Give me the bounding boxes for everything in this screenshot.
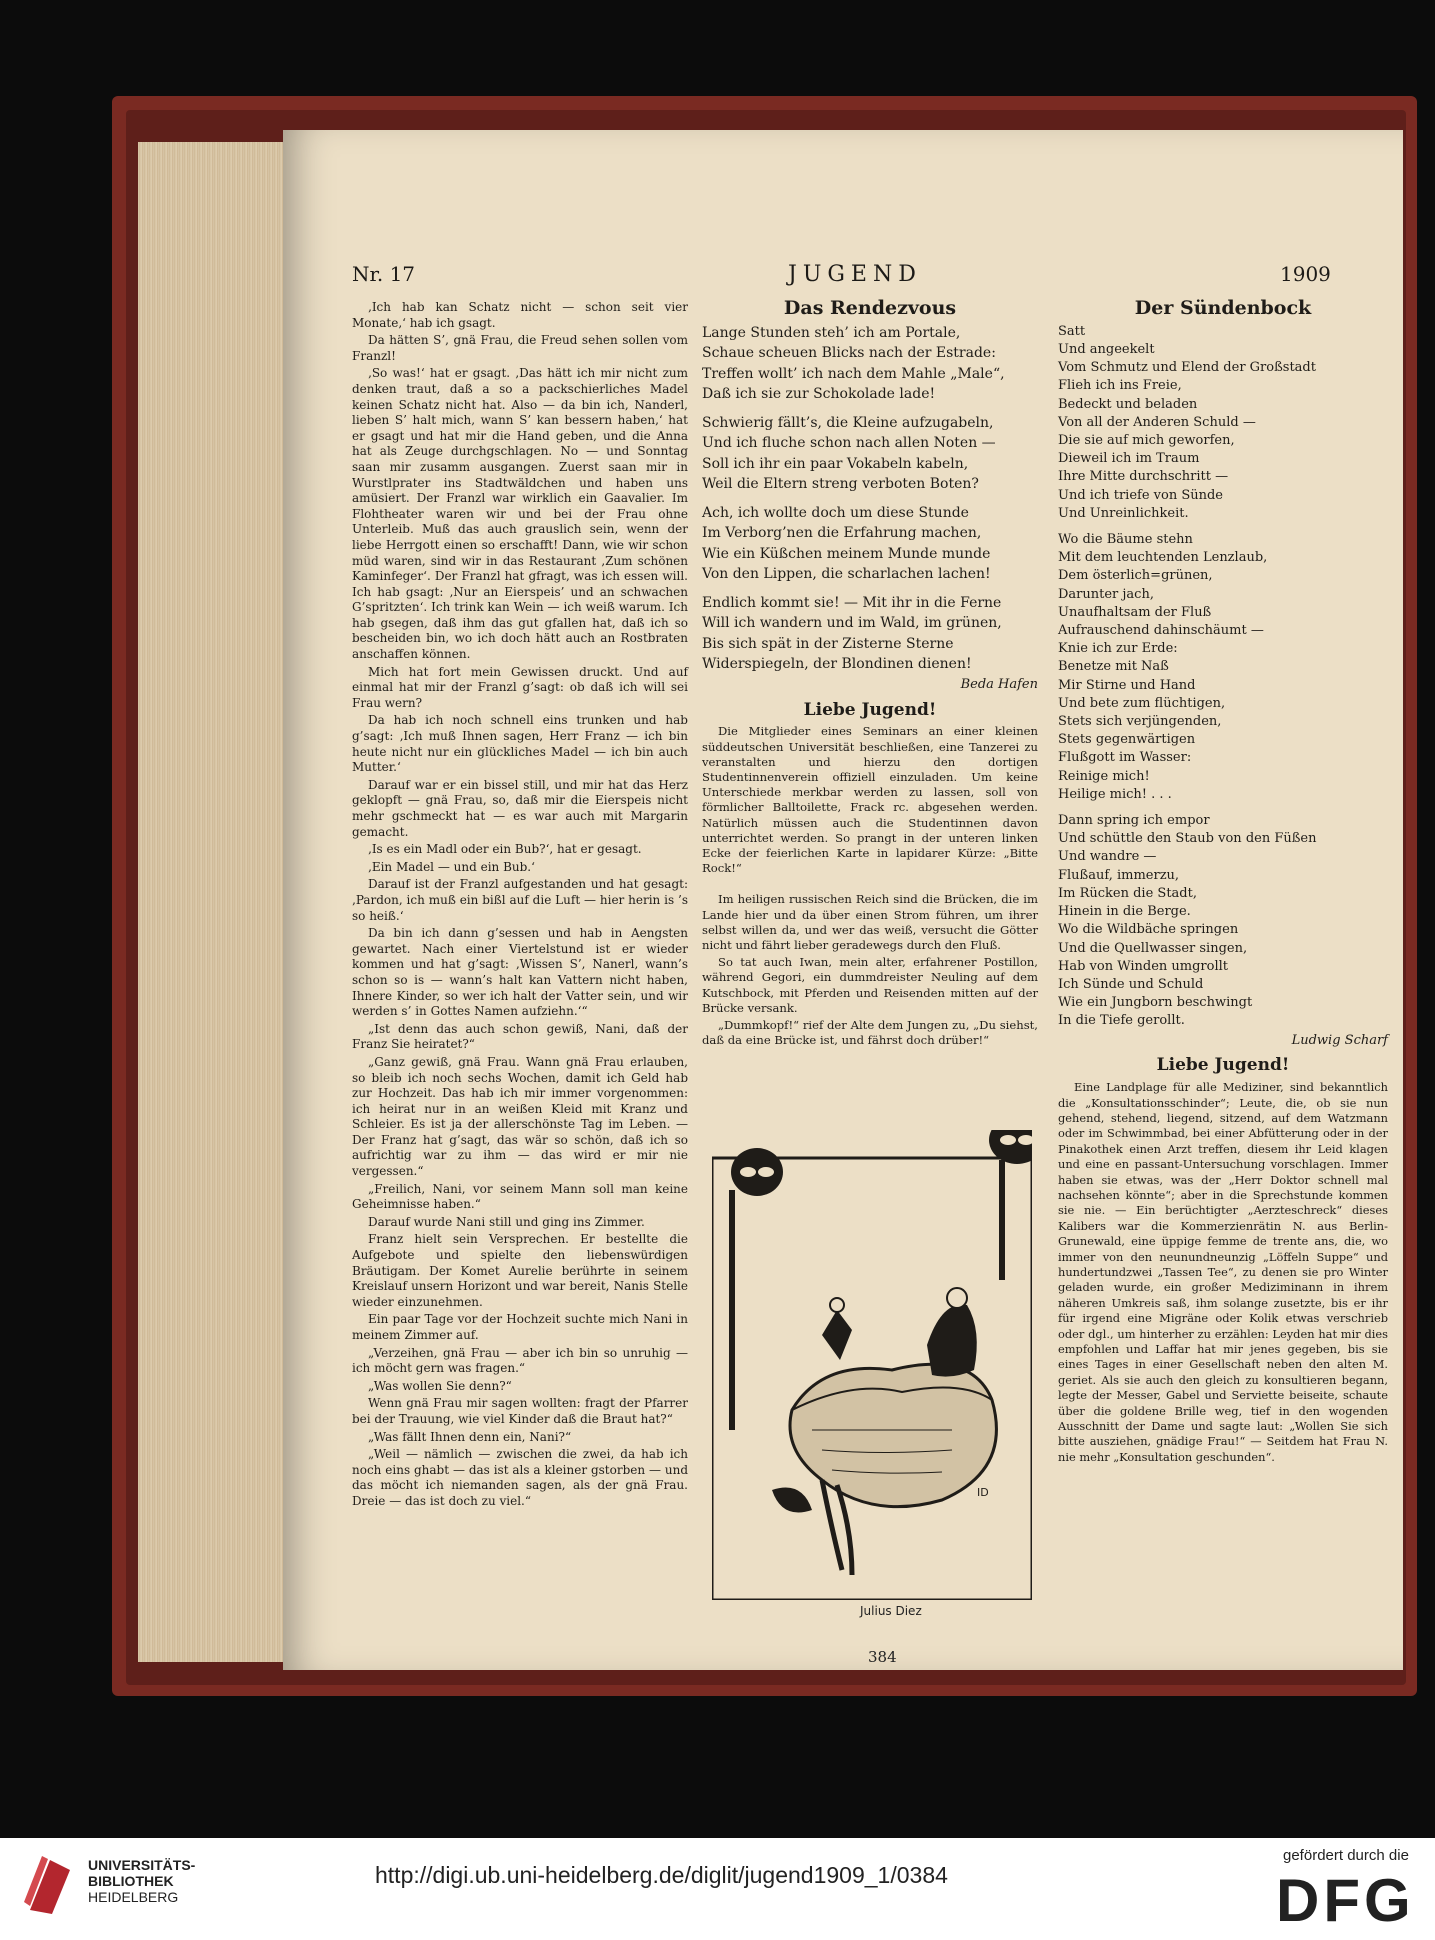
suendenbock-block [1058, 297, 1388, 1467]
poem-line: Weil die Eltern streng verboten Boten? [702, 476, 979, 493]
magazine-title: JUGEND [788, 262, 922, 287]
poem-line: Schwierig fällt’s, die Kleine aufzugabeln, [702, 414, 994, 431]
paragraph: Ein paar Tage vor der Hochzeit suchte mich Nani in meinem Zimmer auf. [352, 1312, 688, 1342]
funding-label: gefördert durch die [1283, 1847, 1409, 1864]
poem-suendenbock [1058, 323, 1388, 1031]
paragraph: Mich hat fort mein Gewissen druckt. Und auf einmal hat mir der Franzl g’sagt: ob daß ich will sei Frau wern? [352, 664, 688, 710]
poem-line: Endlich kommt sie! — Mit ihr in die Ferne [702, 594, 1002, 611]
paragraph: ‚Is es ein Madl oder ein Bub?‘, hat er gesagt. [368, 842, 642, 857]
poem-line: Flieh ich ins Freie, [1058, 378, 1182, 394]
poem-line: Und schüttle den Staub von den Füßen [1058, 831, 1317, 847]
poem-line: Schaue scheuen Blicks nach der Estrade: [702, 345, 996, 362]
stanza-break [702, 585, 1038, 593]
story-column [352, 300, 688, 1512]
poem-line: Ihre Mitte durchschritt — [1058, 469, 1229, 485]
poem-line: Unaufhaltsam der Fluß [1058, 604, 1212, 620]
poem-line: Von all der Anderen Schuld — [1058, 414, 1256, 430]
paragraph: Wenn gnä Frau mir sagen wollten: fragt der Pfarrer bei der Trauung, wie viel Kinder daß die Braut hat?“ [352, 1396, 688, 1426]
paragraph: ‚Ich hab kan Schatz nicht — schon seit vier Monate,‘ hab ich gsagt. [352, 300, 688, 330]
paragraph: Franz hielt sein Versprechen. Er bestellte die Aufgebote und spielte den liebenswürdigen Bräutigam. Der Komet Aurelie berührte in seinem Kreislauf unsern Horizont und war bereit, Nanis Stelle wieder einzunehmen. [352, 1232, 688, 1309]
poem-line: Knie ich zur Erde: [1058, 641, 1178, 657]
poem-line: Aufrauschend dahinschäumt — [1058, 623, 1264, 639]
stanza-break [1058, 804, 1388, 812]
paragraph: „Ist denn das auch schon gewiß, Nani, daß der Franz Sie heiratet?“ [352, 1021, 688, 1052]
paragraph: ‚Ein Madel — und ein Bub.‘ [368, 859, 535, 874]
poem-line: Mit dem leuchtenden Lenzlaub, [1058, 550, 1268, 566]
liebe-jugend-title-1: Liebe Jugend! [803, 699, 937, 720]
poem-line: Wie ein Jungborn beschwingt [1058, 995, 1253, 1011]
stanza-break [1058, 523, 1388, 531]
poem-title-rendezvous: Das Rendezvous [783, 297, 957, 319]
poem-line: Wo die Wildbäche springen [1058, 922, 1239, 938]
poem-line: Von den Lippen, die scharlachen lachen! [702, 566, 991, 583]
stanza-break [702, 405, 1038, 413]
paragraph: So tat auch Iwan, mein alter, erfahrener Postillon, während Gegori, ein dummdreister Neuling auf dem Kutschbock, mit Pferden und Reisenden mitten auf der Brücke versank. [702, 955, 1038, 1015]
dfg-logo: DFG [1276, 1867, 1415, 1934]
poem-line: Und angeekelt [1058, 342, 1155, 357]
paragraph: Da hätten S’, gnä Frau, die Freud sehen sollen vom Franzl! [352, 333, 688, 363]
poem-line: Will ich wandern und im Wald, im grünen, [702, 615, 1002, 632]
paragraph: Darauf war er ein bissel still, und mir hat das Herz geklopft — gnä Frau, so, daß mir die Eierspeis nicht mehr gschmeckt hat — es war auch mit Margarin gemacht. [352, 777, 688, 839]
poem-line: Bedeckt und beladen [1058, 396, 1198, 412]
poem-line: Und wandre — [1058, 849, 1157, 865]
poem-line: Dann spring ich empor [1058, 813, 1210, 829]
illustration [712, 1130, 1032, 1600]
paragraph: „Weil — nämlich — zwischen die zwei, da hab ich noch eins ghabt — das ist als a kleiner gstorben — und das möcht ich niemanden sagen, als der gnä Frau. Dreie — das ist doch zu viel.“ [352, 1447, 688, 1508]
poem-line: Flußauf, immerzu, [1058, 867, 1180, 883]
poem-line: Soll ich ihr ein paar Vokabeln kabeln, [702, 455, 969, 472]
paragraph: „Freilich, Nani, vor seinem Mann soll man keine Geheimnisse haben.“ [352, 1181, 688, 1212]
paragraph: Da bin ich dann g’sessen und hab in Aengsten gewartet. Nach einer Viertelstund ist er wieder kommen und hat g’sagt: ‚Wissen S’, Nanerl, wann’s schon so is — wann’s halt kan Vattern nicht haben, Ihnere Kinder, so wer ich halt der Vatter sein, und wir werden s’ in Gottes Namen aufziehn.‘“ [352, 926, 688, 1019]
page-edges [138, 142, 283, 1662]
poem-line: Und bete zum flüchtigen, [1058, 695, 1226, 711]
poem-line: Vom Schmutz und Elend der Großstadt [1058, 360, 1316, 376]
poem-line: Satt [1058, 323, 1086, 339]
poem-line: Lange Stunden steh’ ich am Portale, [702, 324, 961, 341]
poem-line: Benetze mit Naß [1058, 659, 1169, 675]
poem-line: Und ich triefe von Sünde [1058, 487, 1223, 503]
poem-line: In die Tiefe gerollt. [1058, 1013, 1185, 1029]
rendezvous-block [702, 297, 1038, 1050]
author-suendenbock: Ludwig Scharf [1291, 1032, 1388, 1048]
year: 1909 [1280, 262, 1331, 286]
poem-line: Daß ich sie zur Schokolade lade! [702, 386, 936, 403]
paragraph: „Verzeihen, gnä Frau — aber ich bin so unruhig — ich möcht gern was fragen.“ [352, 1345, 688, 1376]
poem-line: Und ich fluche schon nach allen Noten — [702, 435, 996, 452]
anecdote-bridge [702, 892, 1038, 1048]
poem-line: Wo die Bäume stehn [1058, 532, 1193, 548]
anecdote-doctor [1058, 1080, 1388, 1465]
poem-line: Darunter jach, [1058, 586, 1154, 602]
paragraph: „Ganz gewiß, gnä Frau. Wann gnä Frau erlauben, so bleib ich noch sechs Wochen, damit ich Geld hab zur Hochzeit. Das hab ich mir immer vorgenommen: ich heirat nur in an weißen Kleid mit Kranz und Schleier. Es ist ja der allerschönste Tag im Leben. — Der Franz hat g’sagt, das wär so schön, daß ich so aufrichtig war zu ihm — das wird er mir nie vergessen.“ [352, 1054, 688, 1179]
poem-rendezvous [702, 323, 1038, 675]
poem-line: Hinein in die Berge. [1058, 904, 1191, 920]
paragraph: „Was wollen Sie denn?“ [368, 1378, 512, 1393]
poem-line: Widerspiegeln, der Blondinen dienen! [702, 656, 972, 673]
poem-line: Im Verborg’nen die Erfahrung machen, [702, 525, 982, 542]
poem-line: Reinige mich! [1058, 768, 1150, 784]
issue-number: Nr. 17 [352, 262, 416, 286]
poem-line: Ach, ich wollte doch um diese Stunde [702, 504, 969, 521]
poem-title-suendenbock: Der Sündenbock [1134, 297, 1312, 319]
paragraph: ‚So was!‘ hat er gsagt. ‚Das hätt ich mir nicht zum denken traut, daß a so a packschierliches Madel keinen Schatz nicht hat. Also — da bin ich, Nanderl, lieben S’ halt mich, wann S’ kan bessern haben,‘ hat er gsagt und hat mir die Hand geben, und die Anna hat als Zeuge durchgschlagen. No — und Sonntag saan mir zusamm ausgangen. Zuerst saan mir in Wurstlprater ins Stadtwäldchen und haben uns amüsiert. Der Franzl war wirklich ein Gaavalier. Im Flohtheater waren wir und bei der Frau ohne Unterleib. Muß das auch grauslich sein, wenn der liebe Herrgott einen so erschafft! Dann, wie wir schon müd waren, sind wir in das Restaurant ‚Zum schönen Kaminfeger‘. Der Franzl hat gfragt, was ich essen will. Ich hab gsagt: ‚Nur an Eierspeis’ und an schwachen G’spritzten‘. Ich trink kan Wein — ich weiß warum. Ich hab gsegen, daß ihm das gut gfallen hat, daß ich so bescheiden bin, wo ich doch hätt auch an Rostbraten anschaffen können. [352, 366, 688, 662]
paragraph: Darauf ist der Franzl aufgestanden und hat gesagt: ‚Pardon, ich muß ein bißl auf die Luft — hier herin is ’s so heiß.‘ [352, 877, 688, 923]
poem-line: Dem österlich=grünen, [1058, 568, 1213, 584]
library-line-2: BIBLIOTHEK [88, 1873, 174, 1889]
poem-line: Stets gegenwärtigen [1058, 732, 1196, 748]
paragraph: „Was fällt Ihnen denn ein, Nani?“ [368, 1429, 572, 1444]
poem-line: Mir Stirne und Hand [1058, 677, 1196, 693]
footer-bar [0, 1838, 1435, 1940]
library-line-1: UNIVERSITÄTS- [88, 1857, 196, 1873]
poem-line: Bis sich spät in der Zisterne Sterne [702, 635, 954, 652]
poem-line: Im Rücken die Stadt, [1058, 885, 1197, 901]
poem-line: Und Unreinlichkeit. [1058, 505, 1189, 521]
paragraph: Da hab ich noch schnell eins trunken und hab g’sagt: ‚Ich muß Ihnen sagen, Herr Franz — ich bin heute nicht nur ein glückliches Madel — ich bin auch Mutter.‘ [352, 713, 688, 775]
paragraph: Darauf wurde Nani still und ging ins Zimmer. [368, 1214, 645, 1229]
poem-line: Stets sich verjüngenden, [1058, 714, 1222, 730]
poem-line: Treffen wollt’ ich nach dem Mahle „Male“, [702, 365, 1005, 382]
library-line-3: HEIDELBERG [88, 1889, 179, 1905]
paragraph: Die Mitglieder eines Seminars an einer kleinen süddeutschen Universität beschließen, eine Tanzerei zu veranstalten und hierzu den dortigen Studentinnenverein offiziell einzuladen. Um keine Unterschiede merkbar werden zu lassen, soll von förmlicher Balltoilette, Frack rc. abgesehen werden. Natürlich müssen auch die Studentinnen davon unterrichtet werden. So prangt in der unteren linken Ecke der feierlichen Karte in lapidarer Kürze: „Bitte Rock!“ [702, 724, 1038, 876]
poem-line: Flußgott im Wasser: [1058, 750, 1192, 766]
poem-line: Und die Quellwasser singen, [1058, 940, 1248, 956]
paragraph: Eine Landplage für alle Mediziner, sind bekanntlich die „Konsultationsschinder“; Leute, die, ob sie nun gehend, stehend, liegend, sitzend, auf dem Watzmann oder im Schwimmbad, bei einer Abfütterung oder in der Pinakothek einen Arzt treffen, diesem ihr Leid klagen und eine en passant-Untersuchung vorschlagen. Immer haben sie etwas, was der „Herr Doktor schnell mal nachsehen könnte“; aber in die Sprechstunde kommen sie nie. — Ein berüchtigter „Aerzteschreck“ dieses Kalibers war die Kommerzienrätin N. aus Berlin-Grunewald, eine üppige femme de trente ans, die, wo immer von den neunundneunzig „Löffeln Suppe“ und hundertundzwei „Tassen Tee“, zu denen sie pro Winter geladen wurde, ein großer Mediziminann in ihrem näheren Umkreis saß, ihm solange zusetzte, bis er ihr für irgend eine Migräne oder Kolik etwas verschrieb oder dgl., um hinterher zu erzählen: Leyden hat mir dies empfohlen und Laffar hat mir jenes gegeben, bis sie eines Tages in einer Gesellschaft neben den alten M. geriet. Als sie auch den gleich zu konsultieren begann, legte der Messer, Gabel und Serviette beiseite, schaute über die goldene Brille weg, tief in den wogenden Ausschnitt der Dame und sagte laut: „Wollen Sie sich bitte ausziehen, gnädige Frau!“ — Seitdem hat Frau N. nie mehr „Konsultation geschunden“. [1058, 1080, 1388, 1464]
poem-line: Wie ein Küßchen meinem Munde munde [702, 545, 991, 562]
anecdote-ball [702, 724, 1038, 876]
library-logo-icon [20, 1850, 80, 1920]
poem-line: Ich Sünde und Schuld [1058, 976, 1204, 992]
poem-line: Dieweil ich im Traum [1058, 451, 1200, 467]
library-name [88, 1857, 195, 1905]
author-rendezvous: Beda Hafen [960, 676, 1038, 692]
source-url-link[interactable]: http://digi.ub.uni-heidelberg.de/diglit/jugend1909_1/0384 [375, 1862, 948, 1888]
poem-line: Hab von Winden umgrollt [1058, 958, 1229, 974]
poem-line: Die sie auf mich geworfen, [1058, 433, 1235, 449]
poem-line: Heilige mich! . . . [1058, 786, 1172, 802]
stanza-break [702, 495, 1038, 503]
paragraph: Im heiligen russischen Reich sind die Brücken, die im Lande hier und da über einen Strom führen, um ihrer selbst willen da, und wer das weiß, versucht die Götter nicht und fährt lieber geradewegs durch den Fluß. [702, 892, 1038, 953]
illustration-monogram: ID [977, 1486, 989, 1499]
page-number: 384 [868, 1648, 897, 1666]
liebe-jugend-title-2: Liebe Jugend! [1156, 1055, 1290, 1076]
illustration-caption: Julius Diez [860, 1604, 922, 1618]
paragraph: „Dummkopf!“ rief der Alte dem Jungen zu, „Du siehst, daß da eine Brücke ist, und fährst doch drüber!“ [702, 1018, 1038, 1048]
